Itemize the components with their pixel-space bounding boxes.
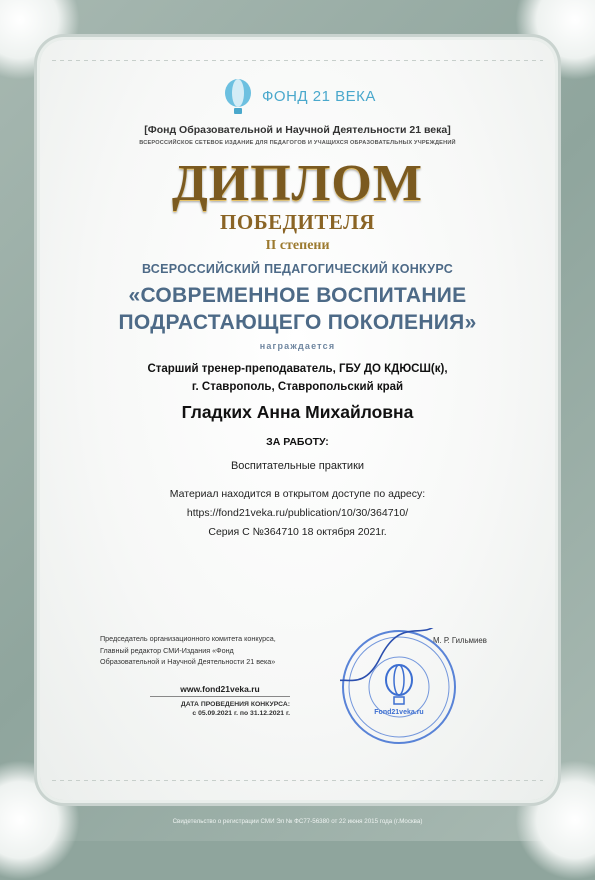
guilloche-divider <box>52 780 543 781</box>
material-info <box>0 485 595 542</box>
website-label: www.fond21veka.ru <box>180 684 260 694</box>
organization-name: [Фонд Образовательной и Научной Деятельности 21 века] <box>144 124 451 136</box>
work-title: Воспитательные практики <box>230 460 365 472</box>
awardee-position-line2: г. Ставрополь, Ставропольский край <box>191 381 404 393</box>
access-note: Материал находится в открытом доступе по адресу: <box>169 488 426 500</box>
guilloche-divider <box>52 60 543 61</box>
chair-title <box>100 633 300 668</box>
contest-name <box>0 282 595 336</box>
stamp-balloon-icon <box>386 665 412 704</box>
logo-text: ФОНД 21 ВЕКА <box>262 88 376 105</box>
balloon-icon <box>218 78 258 118</box>
diploma-rank: ПОБЕДИТЕЛЯ <box>220 210 375 234</box>
awardee-name: Гладких Анна Михайловна <box>181 402 414 422</box>
stamp-center-text: Fond21veka.ru <box>374 709 424 716</box>
registration-footer: Свидетельство о регистрации СМИ Эл № ФС77-56380 от 22 июня 2015 года (г.Москва) <box>172 818 423 825</box>
publication-url: https://fond21veka.ru/publication/10/30/364710/ <box>186 507 409 519</box>
contest-dates <box>130 700 290 718</box>
awardee-position-line1: Старший тренер-преподаватель, ГБУ ДО КДЮСШ(к), <box>147 363 448 375</box>
contest-label: ВСЕРОССИЙСКИЙ ПЕДАГОГИЧЕСКИЙ КОНКУРС <box>141 262 454 276</box>
website-underline <box>150 696 290 697</box>
awardee-position <box>0 360 595 396</box>
signer-name: М. Р. Гильмиев <box>433 636 487 645</box>
chair-line2: Главный редактор СМИ-Издания «Фонд <box>100 645 234 655</box>
contest-name-line1: «СОВРЕМЕННОЕ ВОСПИТАНИЕ <box>128 284 467 307</box>
organization-subtitle: ВСЕРОССИЙСКОЕ СЕТЕВОЕ ИЗДАНИЕ ДЛЯ ПЕДАГОГОВ И УЧАЩИХСЯ ОБРАЗОВАТЕЛЬНЫХ УЧРЕЖДЕНИЙ <box>139 140 456 146</box>
contest-name-line2: ПОДРАСТАЮЩЕГО ПОКОЛЕНИЯ» <box>118 311 477 334</box>
chair-line3: Образовательной и Научной Деятельности 21 века» <box>100 657 276 666</box>
signature-scribble <box>340 628 435 688</box>
series-number: Серия С №364710 18 октября 2021г. <box>208 526 387 538</box>
dates-value: с 05.09.2021 г. по 31.12.2021 г. <box>192 710 290 717</box>
fond-logo <box>218 78 418 114</box>
work-label: ЗА РАБОТУ: <box>266 436 329 448</box>
chair-line1: Председатель организационного комитета конкурса, <box>100 634 276 643</box>
dates-label: ДАТА ПРОВЕДЕНИЯ КОНКУРСА: <box>180 701 290 708</box>
official-stamp <box>340 628 458 746</box>
diploma-title: ДИПЛОМ <box>172 155 423 212</box>
diploma-degree: II степени <box>265 238 330 253</box>
awarded-label: награждается <box>259 341 336 351</box>
